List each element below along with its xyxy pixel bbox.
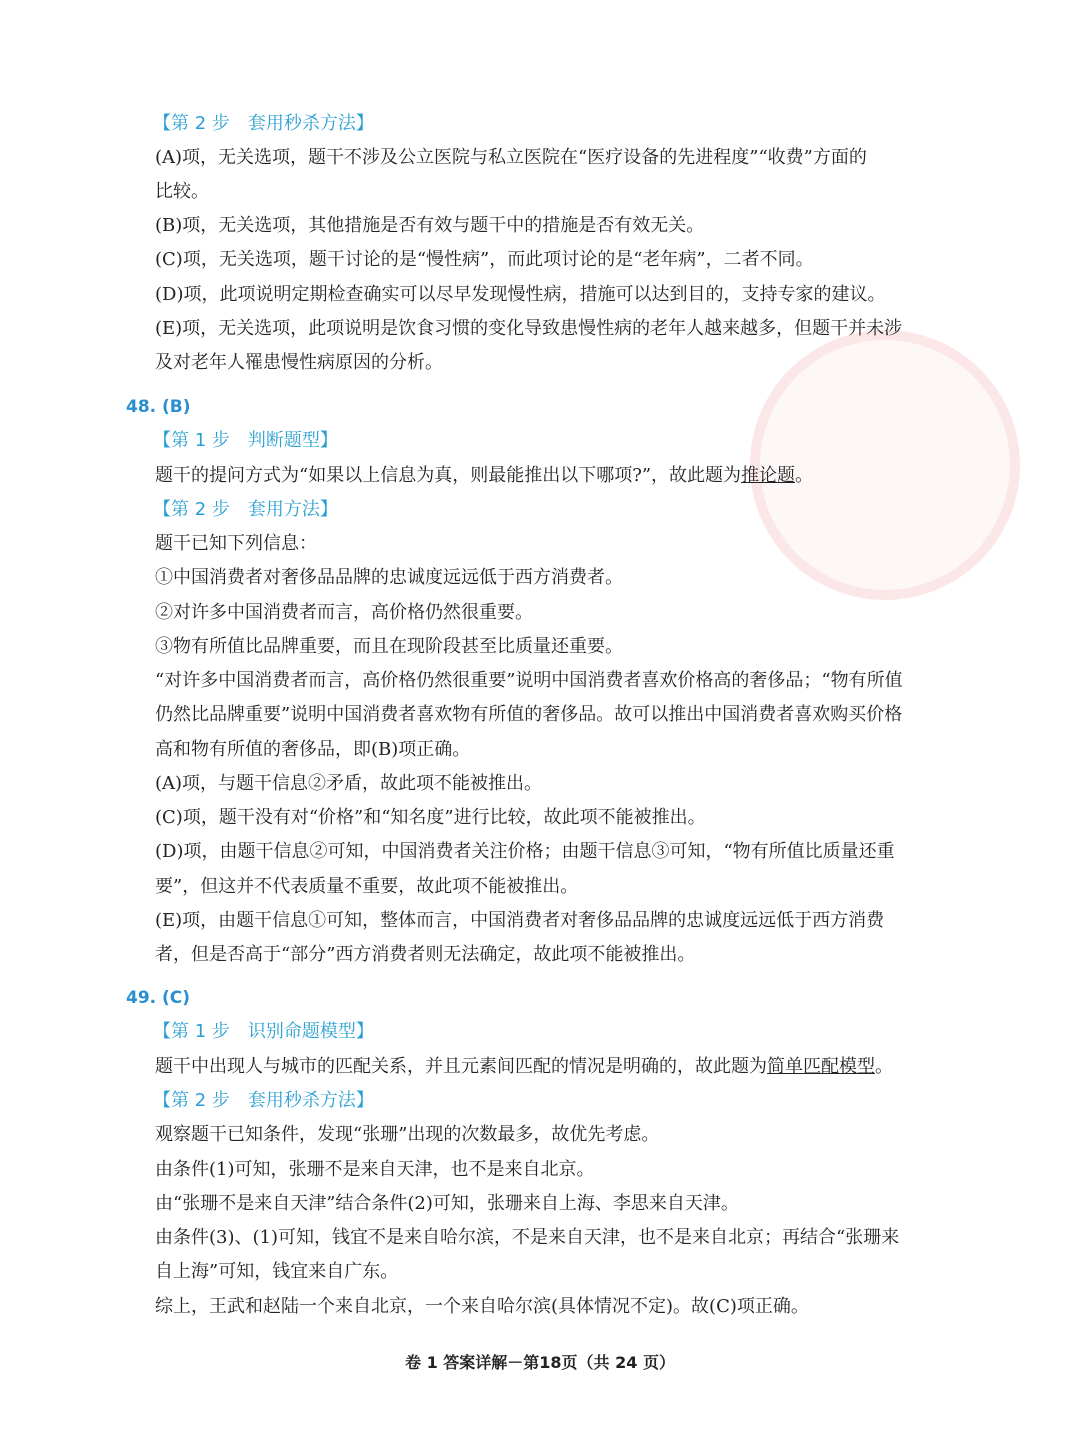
q47-line-1: (A)项，无关选项，题干不涉及公立医院与私立医院在“医疗设备的先进程度”“收费”方面的 bbox=[155, 147, 867, 168]
q48-line-1: 题干已知下列信息： bbox=[155, 533, 317, 554]
q48-step1-line bbox=[155, 464, 955, 488]
q49-step1-line bbox=[155, 1055, 955, 1079]
q48-line-3: ②对许多中国消费者而言，高价格仍然很重要。 bbox=[155, 602, 533, 623]
q48-step2-title: 【第 2 步 套用方法】 bbox=[153, 499, 338, 520]
q48-line-2: ①中国消费者对奢侈品品牌的忠诚度远远低于西方消费者。 bbox=[155, 567, 623, 588]
q48-question-type: 推论题 bbox=[741, 465, 796, 486]
q49-model-type: 简单匹配模型 bbox=[767, 1056, 875, 1077]
q49-step2-title: 【第 2 步 套用秒杀方法】 bbox=[153, 1090, 374, 1111]
q48-line-13: 者，但是否高于“部分”西方消费者则无法确定，故此项不能被推出。 bbox=[155, 944, 696, 965]
q48-line-5: “对许多中国消费者而言，高价格仍然很重要”说明中国消费者喜欢价格高的奢侈品；“物有所值 bbox=[155, 670, 903, 691]
q48-line-7: 高和物有所值的奢侈品，即(B)项正确。 bbox=[155, 739, 471, 760]
q49-step1-end: 。 bbox=[875, 1056, 893, 1077]
q48-line-10: (D)项，由题干信息②可知，中国消费者关注价格；由题干信息③可知，“物有所值比质量还重 bbox=[155, 841, 895, 862]
q48-line-4: ③物有所值比品牌重要，而且在现阶段甚至比质量还重要。 bbox=[155, 636, 623, 657]
q47-line-3: (B)项，无关选项，其他措施是否有效与题干中的措施是否有效无关。 bbox=[155, 215, 705, 236]
q49-number: 49. (C) bbox=[126, 988, 191, 1008]
q48-step1-text: 题干的提问方式为“如果以上信息为真，则最能推出以下哪项?”，故此题为 bbox=[155, 465, 742, 486]
q48-line-11: 要”，但这并不代表质量不重要，故此项不能被推出。 bbox=[155, 876, 579, 897]
q48-line-8: (A)项，与题干信息②矛盾，故此项不能被推出。 bbox=[155, 773, 543, 794]
q47-line-5: (D)项，此项说明定期检查确实可以尽早发现慢性病，措施可以达到目的，支持专家的建议。 bbox=[155, 284, 886, 305]
q47-line-6: (E)项，无关选项，此项说明是饮食习惯的变化导致患慢性病的老年人越来越多，但题干并未涉 bbox=[155, 318, 903, 339]
q47-line-7: 及对老年人罹患慢性病原因的分析。 bbox=[155, 352, 443, 373]
q47-step2-title: 【第 2 步 套用秒杀方法】 bbox=[153, 113, 374, 134]
q49-line-3: 由“张珊不是来自天津”结合条件(2)可知，张珊来自上海、李思来自天津。 bbox=[155, 1193, 739, 1214]
q47-line-4: (C)项，无关选项，题干讨论的是“慢性病”，而此项讨论的是“老年病”，二者不同。 bbox=[155, 249, 814, 270]
q48-step1-title: 【第 1 步 判断题型】 bbox=[153, 430, 338, 451]
q48-line-9: (C)项，题干没有对“价格”和“知名度”进行比较，故此项不能被推出。 bbox=[155, 807, 706, 828]
q49-step1-text: 题干中出现人与城市的匹配关系，并且元素间匹配的情况是明确的，故此题为 bbox=[155, 1056, 767, 1077]
q49-line-2: 由条件(1)可知，张珊不是来自天津，也不是来自北京。 bbox=[155, 1159, 595, 1180]
page-footer: 卷 1 答案详解－第18页（共 24 页） bbox=[405, 1353, 675, 1372]
q48-number: 48. (B) bbox=[126, 397, 191, 417]
q49-line-6: 综上，王武和赵陆一个来自北京，一个来自哈尔滨(具体情况不定)。故(C)项正确。 bbox=[155, 1296, 809, 1317]
q48-step1-end: 。 bbox=[795, 465, 814, 486]
q49-line-5: 自上海”可知，钱宜来自广东。 bbox=[155, 1261, 399, 1282]
q49-line-4: 由条件(3)、(1)可知，钱宜不是来自哈尔滨，不是来自天津，也不是来自北京；再结合“张珊来 bbox=[155, 1227, 900, 1248]
q49-line-1: 观察题干已知条件，发现“张珊”出现的次数最多，故优先考虑。 bbox=[155, 1124, 660, 1145]
q48-line-12: (E)项，由题干信息①可知，整体而言，中国消费者对奢侈品品牌的忠诚度远远低于西方消费 bbox=[155, 910, 885, 931]
q48-line-6: 仍然比品牌重要”说明中国消费者喜欢物有所值的奢侈品。故可以推出中国消费者喜欢购买价格 bbox=[155, 704, 903, 725]
q47-line-2: 比较。 bbox=[155, 181, 209, 202]
q49-step1-title: 【第 1 步 识别命题模型】 bbox=[153, 1021, 374, 1042]
